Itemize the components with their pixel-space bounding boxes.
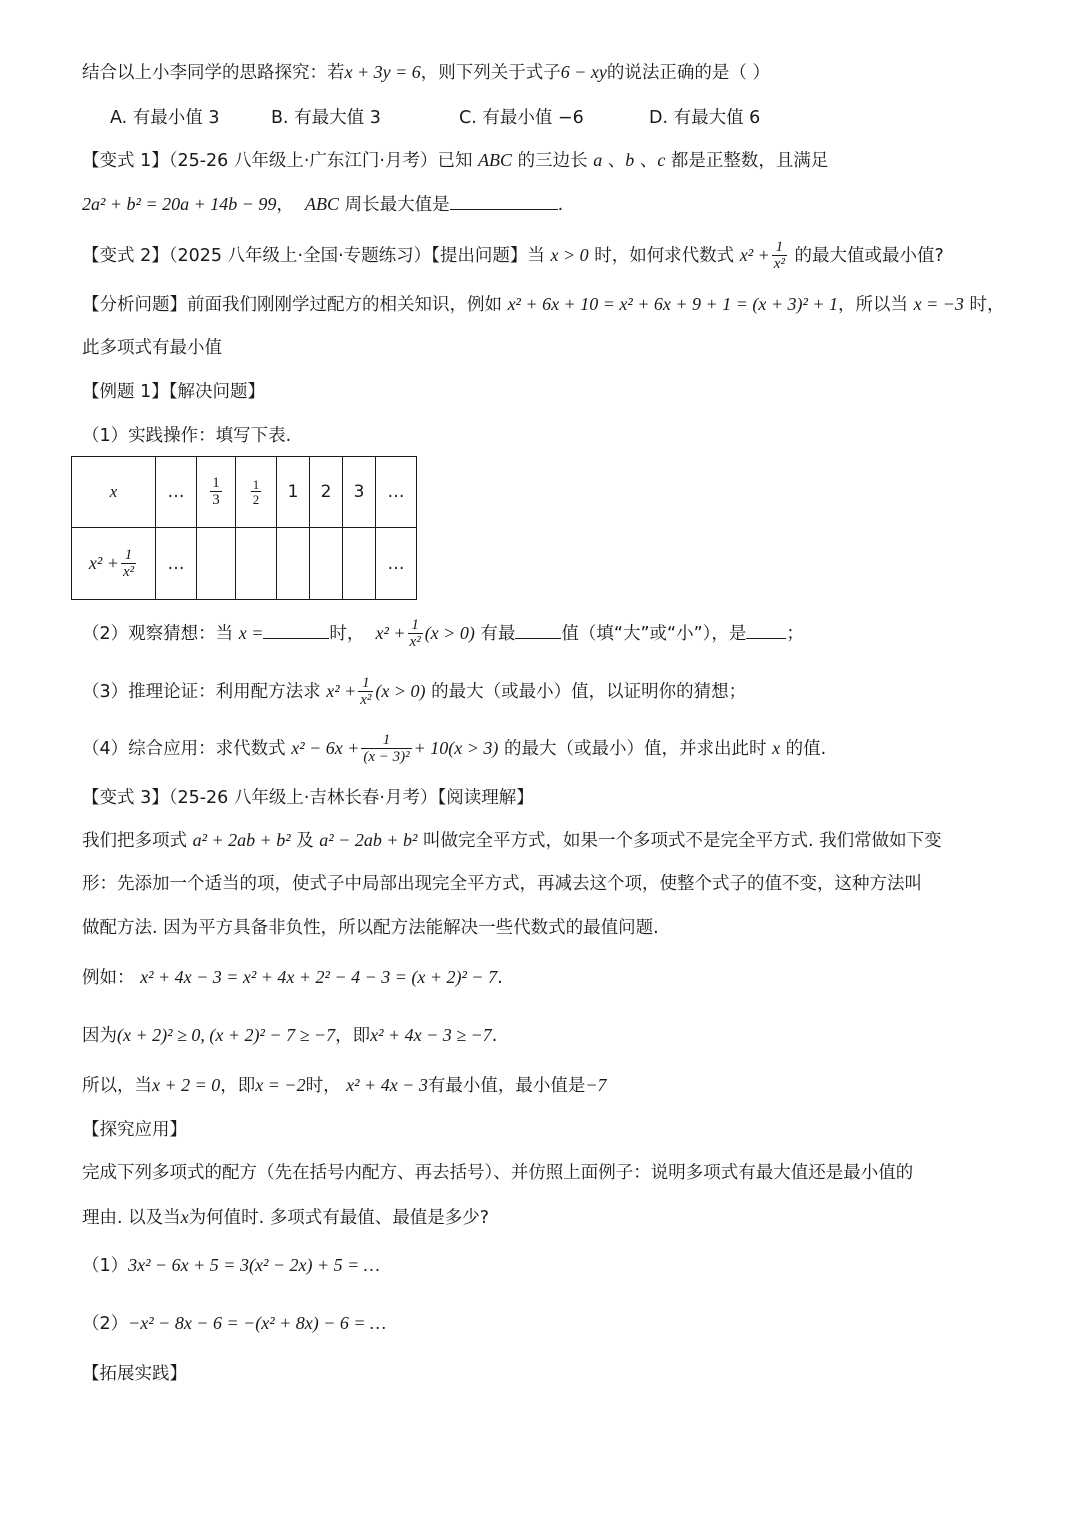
- analysis-text-c: 时，: [963, 295, 1005, 315]
- table-row: [72, 457, 417, 528]
- frac-numerator: 1: [775, 239, 784, 255]
- p4-x: x: [772, 738, 781, 758]
- analysis-equation: x² + 6x + 10 = x² + 6x + 9 + 1 = (x + 3)² + 1: [507, 294, 839, 314]
- p4-text: （4）综合应用：求代数式: [82, 739, 292, 759]
- stem-expression: 6 − xy: [560, 62, 607, 82]
- variant2-text-c: 的最大值或最小值?: [788, 246, 944, 266]
- example1-part1: （1）实践操作：填写下表.: [82, 426, 292, 446]
- variant2-text: 【变式 2】（2025 八年级上·全国·专题练习）【提出问题】当: [82, 246, 551, 266]
- explore-heading: 【探究应用】: [82, 1120, 187, 1140]
- p4-tail: + 10(x > 3): [413, 738, 499, 758]
- variant1-text-c: 都是正整数，且满足: [665, 151, 829, 171]
- frac-denominator: x²: [773, 256, 785, 272]
- table-input-cell[interactable]: [277, 528, 310, 600]
- p2-cond: (x > 0): [424, 623, 475, 643]
- table-cell: …: [376, 457, 417, 528]
- example1-heading: 【例题 1】【解决问题】: [82, 382, 265, 402]
- answer-blank-extreme[interactable]: [515, 620, 561, 639]
- because-equation-2: x² + 4x − 3 ≥ −7: [370, 1025, 492, 1045]
- table-input-cell[interactable]: [197, 528, 236, 600]
- table-header-expr: x² + $\frac{1}{\text{x²}}$: [72, 528, 156, 600]
- p3-expr: x² +: [326, 681, 357, 701]
- p4-text-b: 的最大（或最小）值，并求出此时: [498, 739, 773, 759]
- var-b: b: [625, 150, 635, 170]
- extension-heading: 【拓展实践】: [82, 1364, 187, 1384]
- variant1-text-b: 的三边长: [512, 151, 594, 171]
- variant1-text: 【变式 1】（25-26 八年级上·广东江门·月考）已知: [82, 151, 479, 171]
- p2-text-e: ；: [786, 624, 804, 644]
- var-a: a: [593, 150, 603, 170]
- because-line: 因为(x + 2)² ≥ 0, (x + 2)² − 7 ≥ −7，即x² + 4x − 3 ≥ −7.: [82, 1025, 498, 1046]
- value-table: [71, 456, 417, 600]
- square-form-2: a² − 2ab + b²: [319, 830, 418, 850]
- p3-text: （3）推理论证：利用配方法求: [82, 682, 327, 702]
- variant1-question: 周长最大值是: [339, 195, 450, 215]
- analysis-xvalue: x = −3: [913, 294, 964, 314]
- variant1-equation: 2a² + b² = 20a + 14b − 99: [82, 194, 277, 214]
- stem-equation: x + 3y = 6: [344, 62, 421, 82]
- example1-part4: （4）综合应用：求代数式 x² − 6x + $\frac{1}{\text{(x − 3)²}}$ + 10(x > 3) 的最大（或最小）值，并求出此时 x 的值.: [82, 732, 827, 765]
- variant2-condition: x > 0: [550, 245, 589, 265]
- p2-text-d: 值（填“大”或“小”），是: [561, 624, 747, 644]
- p4-expr: x² − 6x +: [291, 738, 360, 758]
- variant1-comma: ，: [276, 195, 294, 215]
- variant2-line3: 此多项式有最小值: [82, 338, 222, 358]
- exercise-1-equation: 3x² − 6x + 5 = 3(x² − 2x) + 5 = …: [128, 1255, 380, 1275]
- triangle-abc-2: ABC: [305, 194, 340, 214]
- sep-1: 、: [602, 151, 626, 171]
- variant3-text1: 我们把多项式 a² + 2ab + b² 及 a² − 2ab + b² 叫做完全平方式，如果一个多项式不是完全平方式. 我们常做如下变: [82, 830, 942, 851]
- answer-blank-x[interactable]: [263, 620, 329, 639]
- table-cell: …: [156, 457, 197, 528]
- because-equation: (x + 2)² ≥ 0, (x + 2)² − 7 ≥ −7: [117, 1025, 336, 1045]
- p4-text-c: 的值.: [780, 739, 827, 759]
- table-cell: 1: [277, 457, 310, 528]
- period: .: [557, 195, 564, 215]
- table-cell-third: $\frac{1}{3}$: [197, 457, 236, 528]
- so-line: 所以，当x + 2 = 0，即x = −2时， x² + 4x − 3有最小值，最小值是−7: [82, 1075, 607, 1096]
- var-c: c: [657, 150, 666, 170]
- table-cell: 3: [343, 457, 376, 528]
- example-line: 例如： x² + 4x − 3 = x² + 4x + 2² − 4 − 3 = (x + 2)² − 7.: [82, 967, 503, 988]
- example1-part3: （3）推理论证：利用配方法求 x² + $\frac{1}{\text{x²}}$ (x > 0) 的最大（或最小）值，以证明你的猜想；: [82, 675, 747, 708]
- stem-text-2: ，则下列关于式子: [420, 63, 561, 83]
- answer-blank-value[interactable]: [746, 620, 786, 639]
- exercise-2: （2）−x² − 8x − 6 = −(x² + 8x) − 6 = …: [82, 1313, 387, 1334]
- variant2-fraction: [772, 240, 787, 272]
- answer-blank-perimeter[interactable]: [450, 191, 558, 210]
- analysis-text-b: ，所以当: [838, 295, 914, 315]
- p2-expr: x² +: [375, 623, 406, 643]
- variant2-expr: x² +: [739, 245, 770, 265]
- exercise-2-equation: −x² − 8x − 6 = −(x² + 8x) − 6 = …: [128, 1313, 387, 1333]
- variant3-heading: 【变式 3】（25-26 八年级上·吉林长春·月考）【阅读理解】: [82, 788, 534, 808]
- variant3-text2: 形：先添加一个适当的项，使式子中局部出现完全平方式，再减去这个项，使整个式子的值不变，这种方法叫: [82, 874, 922, 894]
- p2-x: x =: [238, 623, 264, 643]
- variant1-line1: [82, 146, 1020, 175]
- variant2-text-b: 时，如何求代数式: [588, 246, 740, 266]
- stem-text-3: 的说法正确的是（ ）: [606, 63, 770, 83]
- p2-text-c: 有最: [474, 624, 516, 644]
- stem-text-1: 结合以上小李同学的思路探究：若: [82, 63, 345, 83]
- square-form-1: a² + 2ab + b²: [192, 830, 291, 850]
- p3-text-b: 的最大（或最小）值，以证明你的猜想；: [425, 682, 747, 702]
- table-cell: …: [156, 528, 197, 600]
- p3-cond: (x > 0): [375, 681, 426, 701]
- analysis-text: 【分析问题】前面我们刚刚学过配方的相关知识，例如: [82, 295, 508, 315]
- p2-text-b: 时，: [329, 624, 365, 644]
- triangle-abc: ABC: [478, 150, 513, 170]
- option-a: A. 有最小值 3: [110, 108, 220, 128]
- exercise-1: （1）3x² − 6x + 5 = 3(x² − 2x) + 5 = …: [82, 1255, 380, 1276]
- table-input-cell[interactable]: [236, 528, 277, 600]
- sep-2: 、: [634, 151, 658, 171]
- table-header-x: x: [72, 457, 156, 528]
- variant2-line2: [82, 290, 1020, 319]
- table-row: [72, 528, 417, 600]
- table-input-cell[interactable]: [310, 528, 343, 600]
- table-cell: …: [376, 528, 417, 600]
- explore-text2: 理由. 以及当x为何值时. 多项式有最值、最值是多少?: [82, 1207, 490, 1228]
- table-cell-half: $\frac{1}{2}$: [236, 457, 277, 528]
- explore-text1: 完成下列多项式的配方（先在括号内配方、再去括号）、并仿照上面例子：说明多项式有最大值还是最小值的: [82, 1163, 914, 1183]
- variant3-text3: 做配方法. 因为平方具备非负性，所以配方法能解决一些代数式的最值问题.: [82, 918, 659, 938]
- table-cell: 2: [310, 457, 343, 528]
- example-equation: x² + 4x − 3 = x² + 4x + 2² − 4 − 3 = (x + 2)² − 7: [140, 967, 498, 987]
- table-input-cell[interactable]: [343, 528, 376, 600]
- option-b: B. 有最大值 3: [271, 108, 381, 128]
- example1-part2: （2）观察猜想：当 x = 时， x² + $\frac{1}{\text{x²}}$ (x > 0) 有最 值（填“大”或“小”），是 ；: [82, 617, 804, 650]
- variant1-line2: [82, 190, 1020, 219]
- option-c: C. 有最小值 −6: [459, 108, 584, 128]
- question-stem: [82, 58, 1020, 87]
- p2-text: （2）观察猜想：当: [82, 624, 239, 644]
- option-d: D. 有最大值 6: [649, 108, 761, 128]
- variant2-line1: [82, 240, 1020, 272]
